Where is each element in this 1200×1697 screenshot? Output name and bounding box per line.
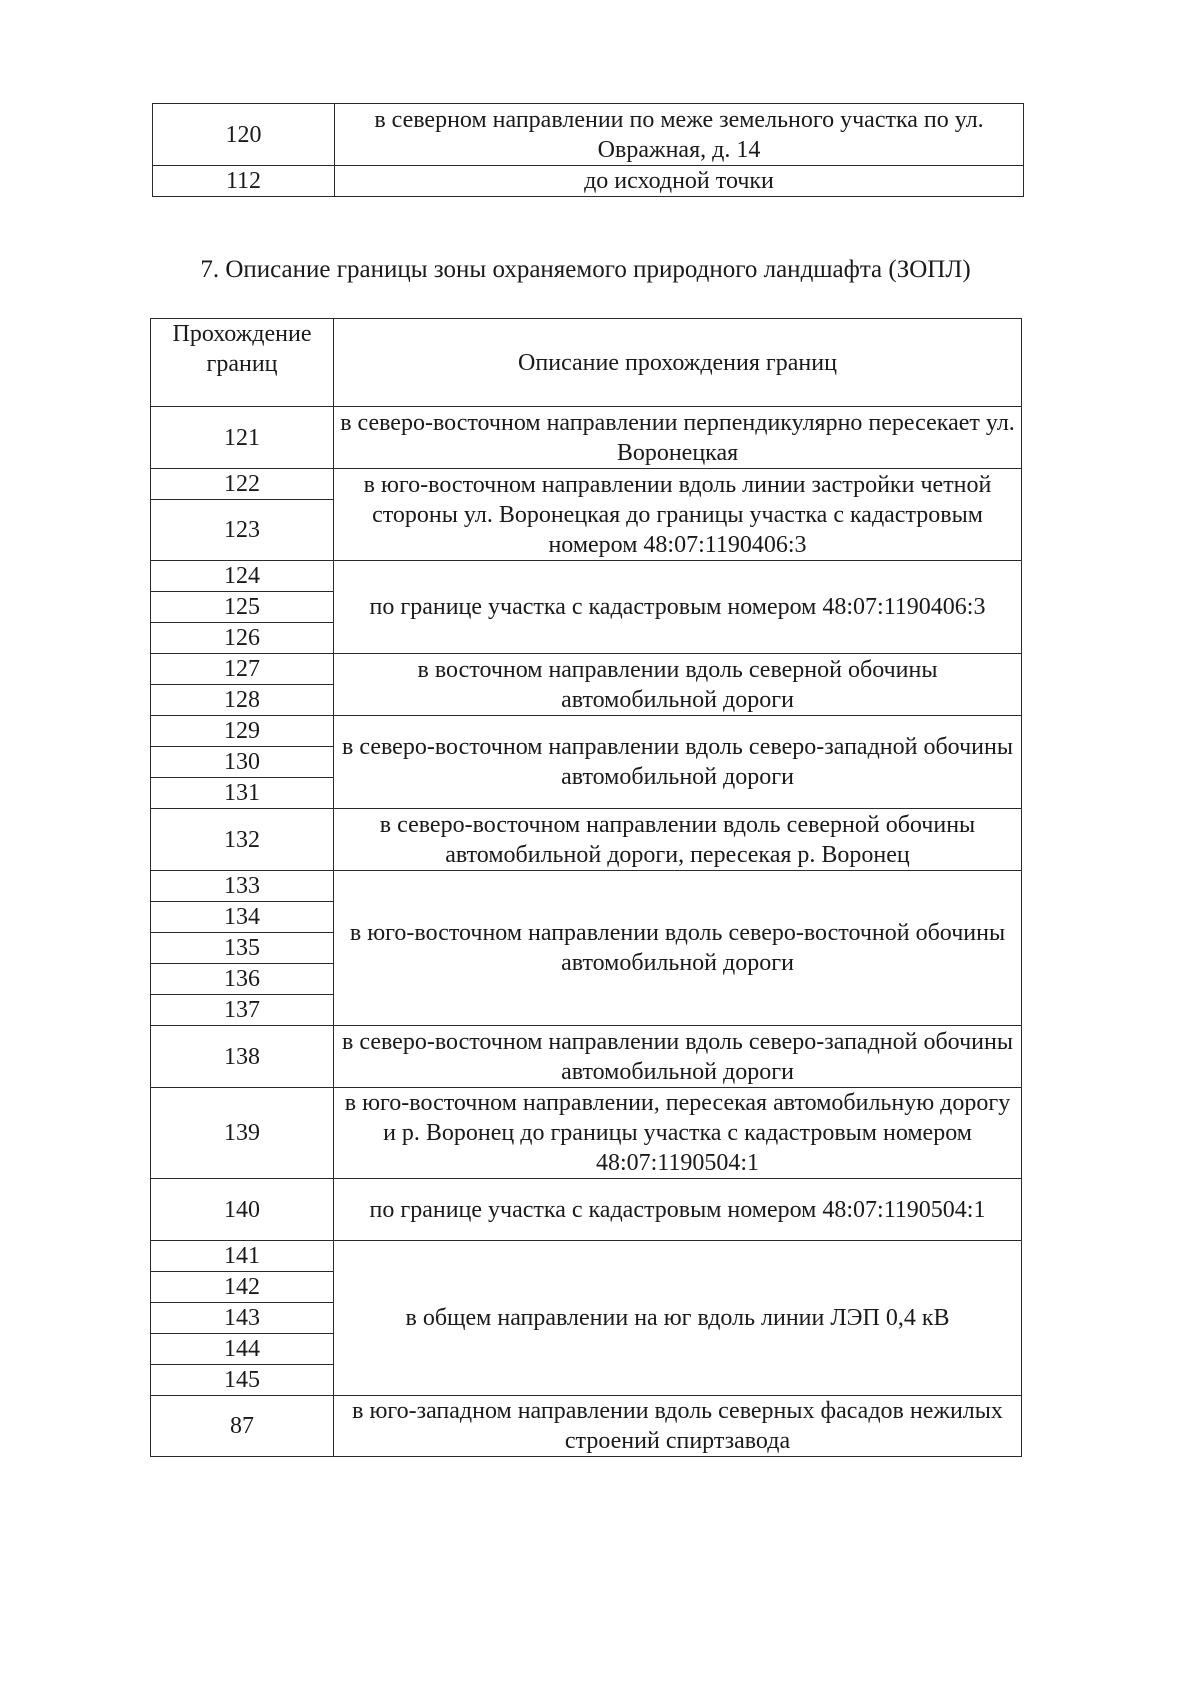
table-row — [151, 1026, 1022, 1088]
boundary-description: в северо-восточном направлении вдоль северо-западной обочины автомобильной дороги — [334, 1026, 1022, 1088]
boundary-description: по границе участка с кадастровым номером 48:07:1190504:1 — [334, 1179, 1022, 1241]
boundary-point-number: 131 — [151, 778, 334, 809]
section-title: 7. Описание границы зоны охраняемого природного ландшафта (ЗОПЛ) — [200, 256, 971, 283]
boundary-point-number: 141 — [151, 1241, 334, 1272]
table-row — [151, 809, 1022, 871]
boundary-point-number: 126 — [151, 623, 334, 654]
boundary-description: в северо-восточном направлении перпендикулярно пересекает ул. Воронецкая — [334, 407, 1022, 469]
boundary-description: в юго-восточном направлении, пересекая автомобильную дорогу и р. Воронец до границы участка с кадастровым номером 48:07:1190504:1 — [334, 1088, 1022, 1179]
boundary-point-number: 128 — [151, 685, 334, 716]
table-row — [151, 1396, 1022, 1457]
boundary-point-number: 112 — [153, 166, 335, 197]
boundary-point-number: 142 — [151, 1272, 334, 1303]
boundary-description: в восточном направлении вдоль северной обочины автомобильной дороги — [334, 654, 1022, 716]
boundary-description: в северо-восточном направлении вдоль северной обочины автомобильной дороги, пересекая р. Воронец — [334, 809, 1022, 871]
boundary-point-number: 138 — [151, 1026, 334, 1088]
table-row — [151, 1241, 1022, 1272]
boundary-description: в общем направлении на юг вдоль линии ЛЭП 0,4 кВ — [334, 1241, 1022, 1396]
boundary-description: до исходной точки — [335, 166, 1024, 197]
boundary-point-number: 130 — [151, 747, 334, 778]
boundary-point-number: 132 — [151, 809, 334, 871]
boundary-point-number: 133 — [151, 871, 334, 902]
zopl-boundary-table — [150, 318, 1022, 1457]
table-row — [151, 716, 1022, 747]
boundary-point-number: 87 — [151, 1396, 334, 1457]
table-header-row — [151, 319, 1022, 407]
table-row — [151, 469, 1022, 500]
boundary-point-number: 144 — [151, 1334, 334, 1365]
boundary-point-number: 137 — [151, 995, 334, 1026]
boundary-description: в северо-восточном направлении вдоль северо-западной обочины автомобильной дороги — [334, 716, 1022, 809]
table-row — [151, 1179, 1022, 1241]
boundary-point-number: 140 — [151, 1179, 334, 1241]
column-header-description: Описание прохождения границ — [334, 319, 1022, 407]
table-row — [151, 871, 1022, 902]
table-row — [151, 407, 1022, 469]
boundary-description: в северном направлении по меже земельного участка по ул. Овражная, д. 14 — [335, 104, 1024, 166]
table-row — [151, 561, 1022, 592]
boundary-point-number: 125 — [151, 592, 334, 623]
boundary-description: в юго-западном направлении вдоль северных фасадов нежилых строений спиртзавода — [334, 1396, 1022, 1457]
boundary-description: в юго-восточном направлении вдоль линии застройки четной стороны ул. Воронецкая до границы участка с кадастровым номером 48:07:1190406:3 — [334, 469, 1022, 561]
boundary-point-number: 127 — [151, 654, 334, 685]
boundary-point-number: 135 — [151, 933, 334, 964]
table-body — [151, 407, 1022, 1457]
boundary-description: по границе участка с кадастровым номером 48:07:1190406:3 — [334, 561, 1022, 654]
table-row — [153, 166, 1024, 197]
table-row — [151, 654, 1022, 685]
boundary-point-number: 143 — [151, 1303, 334, 1334]
boundary-description: в юго-восточном направлении вдоль северо-восточной обочины автомобильной дороги — [334, 871, 1022, 1026]
table-row — [153, 104, 1024, 166]
continuation-table — [152, 103, 1024, 197]
boundary-point-number: 134 — [151, 902, 334, 933]
boundary-point-number: 145 — [151, 1365, 334, 1396]
boundary-point-number: 124 — [151, 561, 334, 592]
boundary-point-number: 136 — [151, 964, 334, 995]
boundary-point-number: 129 — [151, 716, 334, 747]
boundary-point-number: 120 — [153, 104, 335, 166]
column-header-boundary: Прохождение границ — [151, 319, 334, 407]
table-row — [151, 1088, 1022, 1179]
boundary-point-number: 139 — [151, 1088, 334, 1179]
boundary-point-number: 121 — [151, 407, 334, 469]
boundary-point-number: 123 — [151, 500, 334, 561]
boundary-point-number: 122 — [151, 469, 334, 500]
